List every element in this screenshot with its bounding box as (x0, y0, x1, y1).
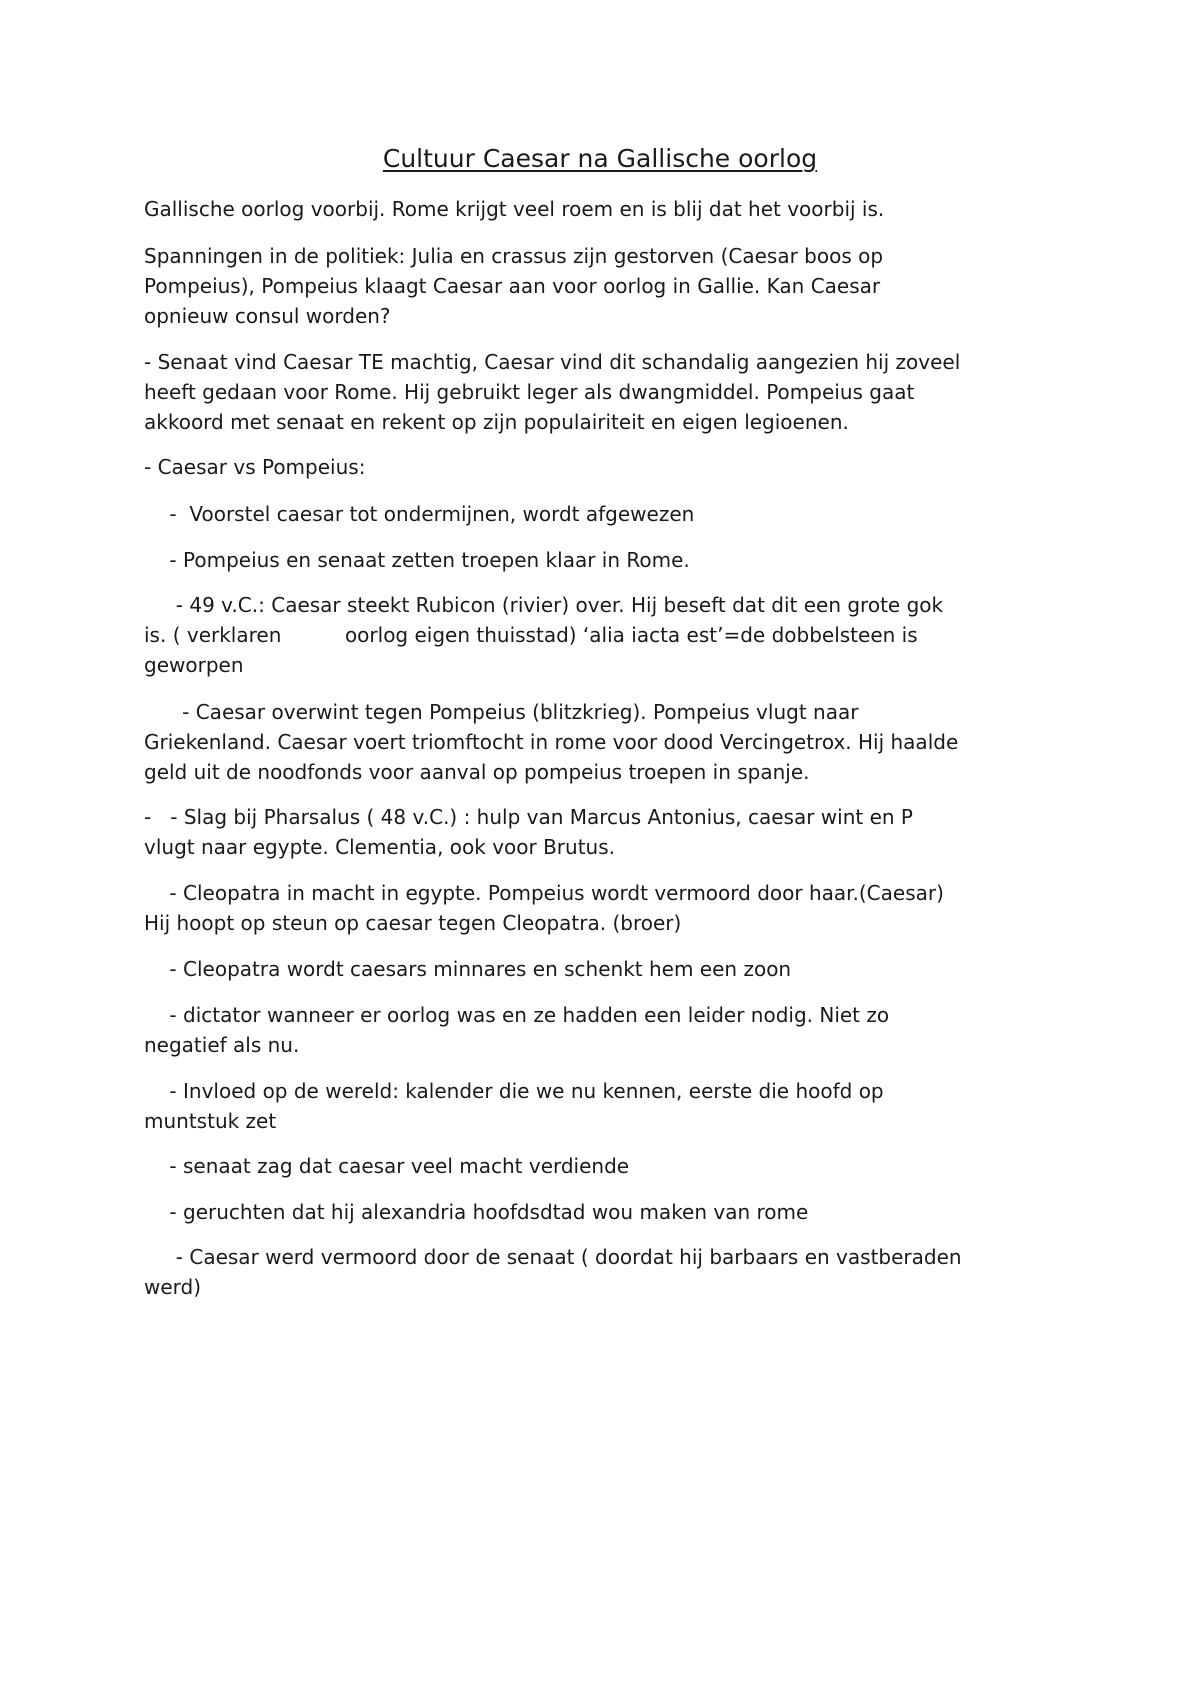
document-title: Cultuur Caesar na Gallische oorlog (382, 144, 818, 173)
text-line: - Caesar werd vermoord door de senaat ( doordat hij barbaars en vastberaden (144, 1245, 962, 1269)
text-line: muntstuk zet (144, 1109, 277, 1133)
paragraph-intro (144, 194, 1064, 224)
paragraph-caesar-vs-pompeius (144, 452, 1064, 482)
list-item-voorstel (144, 499, 1064, 529)
text-line: Griekenland. Caesar voert triomftocht in rome voor dood Vercingetrox. Hij haalde (144, 730, 959, 754)
text-line: negatief als nu. (144, 1033, 300, 1057)
list-item-invloed (144, 1076, 1064, 1136)
text-line: - Voorstel caesar tot ondermijnen, wordt afgewezen (144, 502, 695, 526)
list-item-cleopatra-macht (144, 878, 1064, 938)
text-line: - Invloed op de wereld: kalender die we nu kennen, eerste die hoofd op (144, 1079, 884, 1103)
list-item-geruchten (144, 1197, 1064, 1227)
paragraph-spanningen (144, 241, 1064, 331)
text-line: - - Slag bij Pharsalus ( 48 v.C.) : hulp van Marcus Antonius, caesar wint en P (144, 805, 913, 829)
text-line: - 49 v.C.: Caesar steekt Rubicon (rivier) over. Hij beseft dat dit een grote gok (144, 593, 944, 617)
list-item-senaat-macht (144, 1151, 1064, 1181)
text-line: - Pompeius en senaat zetten troepen klaar in Rome. (144, 548, 690, 572)
text-line: werd) (144, 1275, 202, 1299)
list-item-overwint (144, 697, 1064, 787)
list-item-pharsalus (144, 802, 1064, 862)
list-item-cleopatra-minnares (144, 954, 1064, 984)
text-line: - Caesar vs Pompeius: (144, 455, 366, 479)
text-line: Hij hoopt op steun op caesar tegen Cleopatra. (broer) (144, 911, 682, 935)
list-item-troepen (144, 545, 1064, 575)
text-line: Gallische oorlog voorbij. Rome krijgt veel roem en is blij dat het voorbij is. (144, 197, 885, 221)
text-line: - Senaat vind Caesar TE machtig, Caesar vind dit schandalig aangezien hij zoveel (144, 350, 961, 374)
list-item-vermoord (144, 1242, 1064, 1302)
text-line: Pompeius), Pompeius klaagt Caesar aan voor oorlog in Gallie. Kan Caesar (144, 274, 881, 298)
text-line: - Cleopatra in macht in egypte. Pompeius wordt vermoord door haar.(Caesar) (144, 881, 944, 905)
list-item-rubicon (144, 590, 1064, 680)
text-line: vlugt naar egypte. Clementia, ook voor Brutus. (144, 835, 615, 859)
text-line: geworpen (144, 653, 244, 677)
text-line: - senaat zag dat caesar veel macht verdiende (144, 1154, 630, 1178)
text-line: geld uit de noodfonds voor aanval op pompeius troepen in spanje. (144, 760, 810, 784)
text-line: - dictator wanneer er oorlog was en ze hadden een leider nodig. Niet zo (144, 1003, 890, 1027)
text-line: is. ( verklaren oorlog eigen thuisstad) ‘alia iacta est’=de dobbelsteen is (144, 623, 918, 647)
text-line: - Cleopatra wordt caesars minnares en schenkt hem een zoon (144, 957, 792, 981)
text-line: heeft gedaan voor Rome. Hij gebruikt leger als dwangmiddel. Pompeius gaat (144, 380, 915, 404)
text-line: - Caesar overwint tegen Pompeius (blitzkrieg). Pompeius vlugt naar (144, 700, 859, 724)
paragraph-senaat (144, 347, 1064, 437)
text-line: Spanningen in de politiek: Julia en crassus zijn gestorven (Caesar boos op (144, 244, 884, 268)
list-item-dictator (144, 1000, 1064, 1060)
text-line: opnieuw consul worden? (144, 304, 391, 328)
text-line: - geruchten dat hij alexandria hoofdsdtad wou maken van rome (144, 1200, 809, 1224)
text-line: akkoord met senaat en rekent op zijn populairiteit en eigen legioenen. (144, 410, 849, 434)
